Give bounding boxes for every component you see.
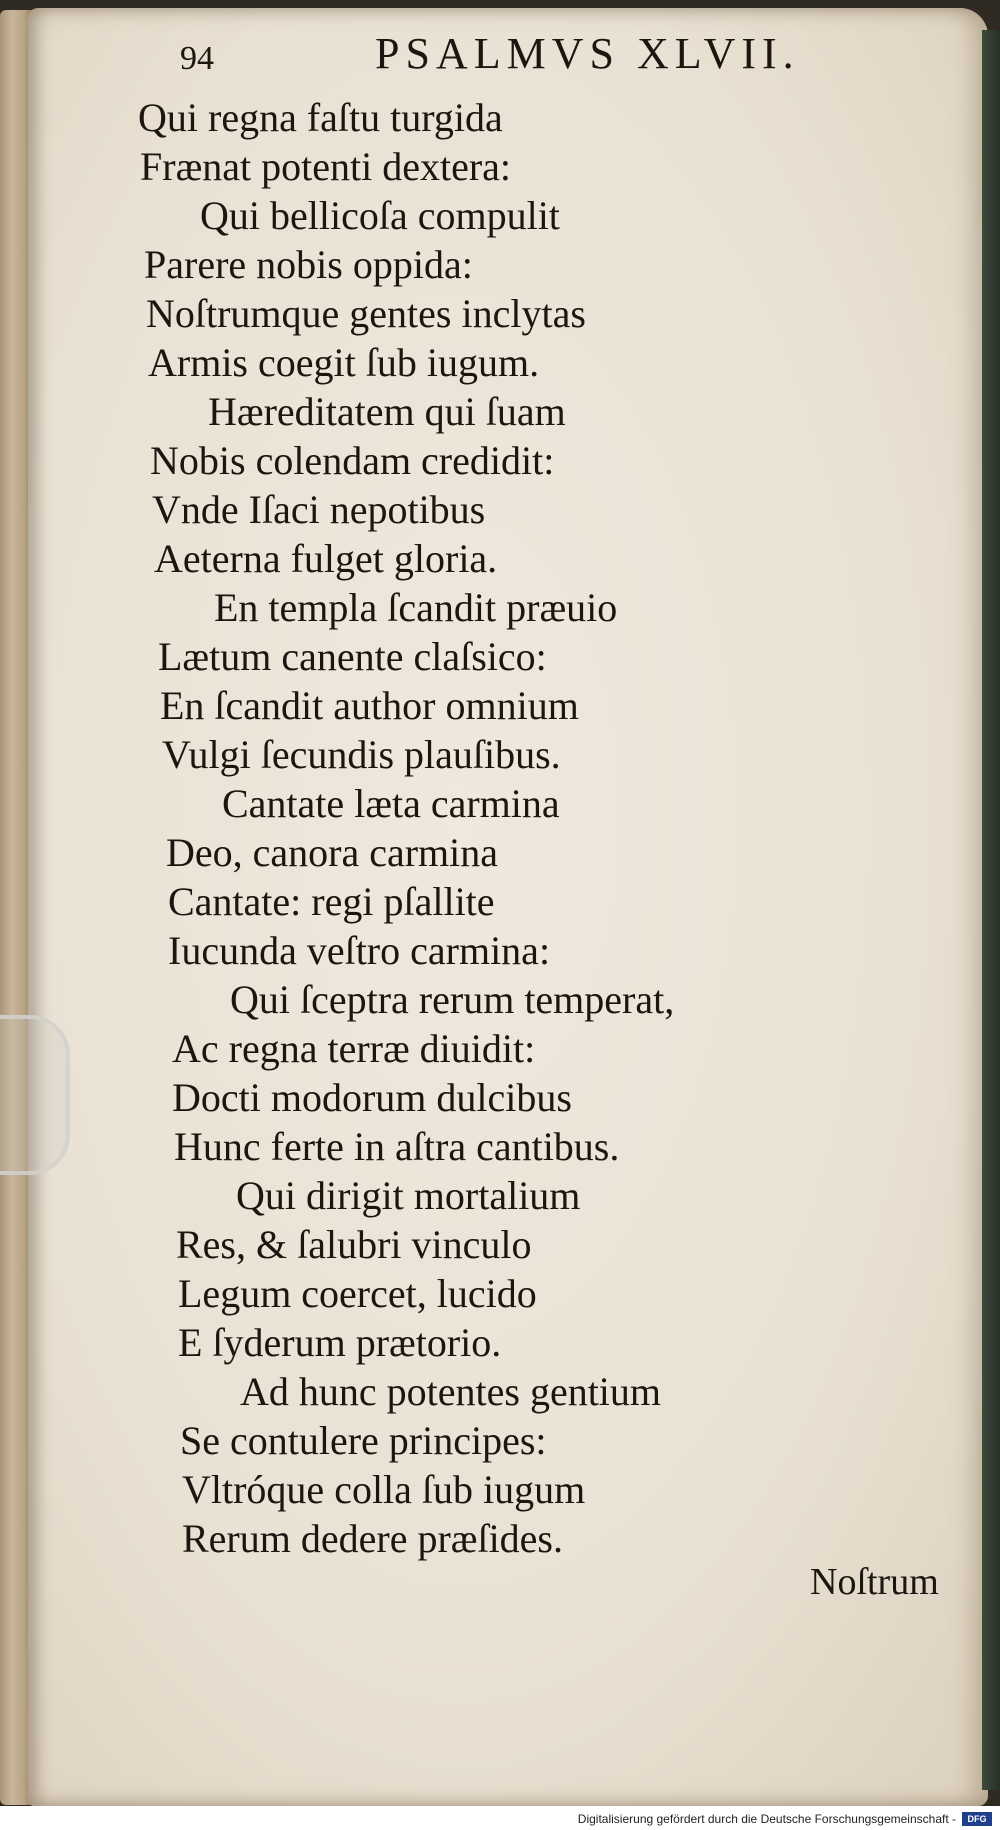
verse-line: Lætum canente claſsico: bbox=[158, 634, 547, 679]
verse-line: Vltróque colla ſub iugum bbox=[182, 1467, 586, 1512]
verse-line: Ac regna terræ diuidit: bbox=[172, 1026, 536, 1071]
verse-line: Qui ſceptra rerum temperat, bbox=[230, 977, 675, 1022]
verse-line: Frænat potenti dextera: bbox=[140, 144, 512, 189]
verse-line: Se contulere principes: bbox=[180, 1418, 547, 1463]
verse-line: En templa ſcandit præuio bbox=[214, 585, 618, 630]
dfg-logo: DFG bbox=[962, 1812, 992, 1826]
running-title: PSALMVS XLVII. bbox=[375, 29, 800, 78]
verse-line: Deo, canora carmina bbox=[166, 830, 499, 875]
page-holder-clip bbox=[0, 1015, 70, 1175]
verse-line: Qui bellicoſa compulit bbox=[200, 193, 560, 238]
verse-line: E ſyderum prætorio. bbox=[178, 1320, 502, 1365]
digitization-credit: Digitalisierung gefördert durch die Deutsche Forschungsgemeinschaft - bbox=[577, 1812, 956, 1826]
verse-line: Hæreditatem qui ſuam bbox=[208, 389, 566, 434]
verse-line: Vnde Iſaci nepotibus bbox=[152, 487, 486, 532]
verse-line: Noſtrumque gentes inclytas bbox=[146, 291, 586, 336]
verse-line: Docti modorum dulcibus bbox=[172, 1075, 572, 1120]
verse-line: Legum coercet, lucido bbox=[178, 1271, 537, 1316]
verse-line: Iucunda veſtro carmina: bbox=[168, 928, 551, 973]
page-number: 94 bbox=[180, 40, 214, 77]
verse-line: Aeterna fulget gloria. bbox=[154, 536, 498, 581]
verse-line: Rerum dedere præſides. bbox=[182, 1516, 563, 1561]
verse-line: Qui dirigit mortalium bbox=[236, 1173, 581, 1218]
verse-line: Parere nobis oppida: bbox=[144, 242, 473, 287]
digitization-credit-bar bbox=[0, 1806, 1000, 1830]
verse-line: Ad hunc potentes gentium bbox=[240, 1369, 662, 1414]
verse-line: Nobis colendam credidit: bbox=[150, 438, 555, 483]
verse-line: Vulgi ſecundis plauſibus. bbox=[162, 732, 561, 777]
page-header bbox=[0, 28, 1000, 78]
verse-line: Armis coegit ſub iugum. bbox=[148, 340, 540, 385]
verse-line: Res, & ſalubri vinculo bbox=[176, 1222, 532, 1267]
verse-line: Cantate: regi pſallite bbox=[168, 879, 495, 924]
verse-line: En ſcandit author omnium bbox=[160, 683, 579, 728]
verse-line: Cantate læta carmina bbox=[222, 781, 560, 826]
verse-line: Qui regna faſtu turgida bbox=[138, 95, 503, 140]
book-binding-edge bbox=[982, 30, 1000, 1790]
verse-line: Hunc ferte in aſtra cantibus. bbox=[174, 1124, 620, 1169]
catchword: Noſtrum bbox=[810, 1561, 939, 1603]
